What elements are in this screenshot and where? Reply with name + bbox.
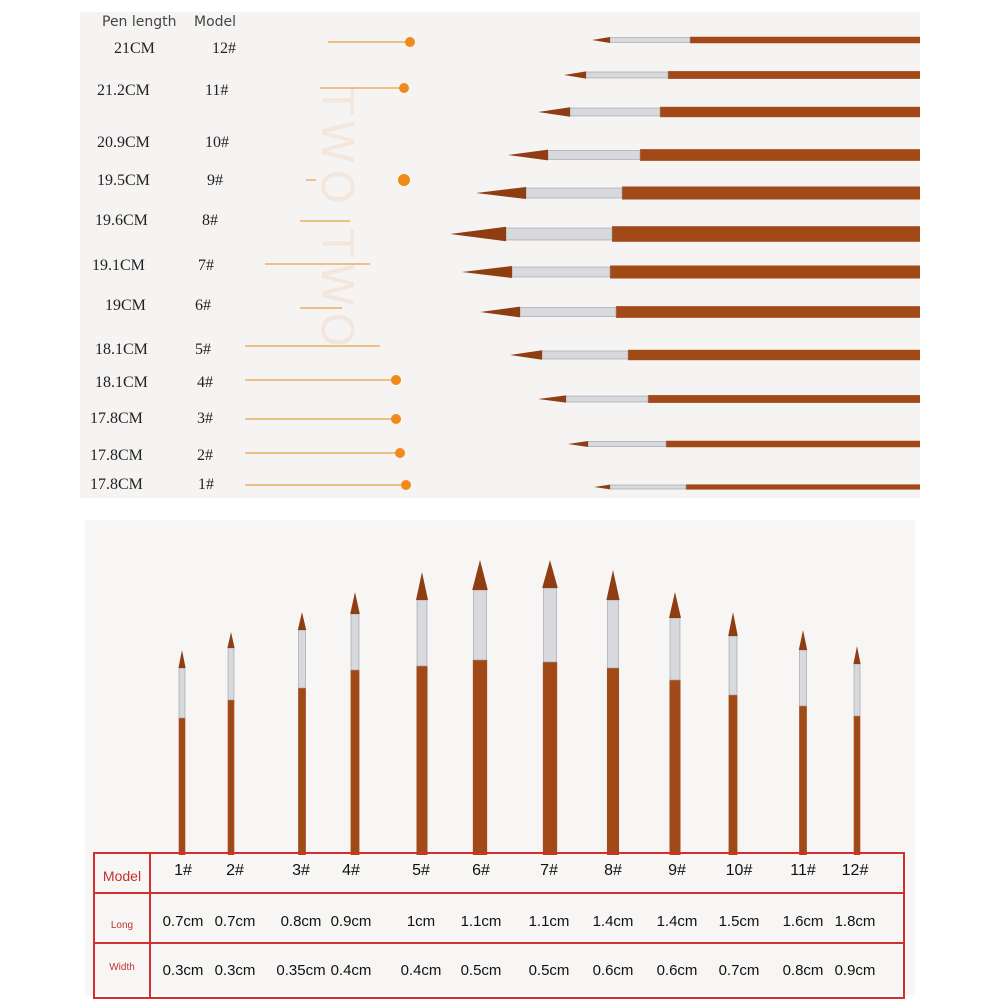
length-label-8: 19.6CM [95,212,148,229]
brush-handle [670,680,681,855]
table-divider [95,942,903,944]
table-cell-width: 0.9cm [834,962,876,979]
brush-handle [666,441,920,448]
brush-handle [298,688,306,855]
brush-ferrule [542,351,628,359]
brush-handle [660,107,920,117]
top-panel [80,12,920,498]
table-cell-long: 1.1cm [460,913,502,930]
length-label-9: 19.5CM [97,172,150,189]
brush-ferrule [544,588,557,662]
length-label-11: 21.2CM [97,82,150,99]
brush-handle [473,660,487,855]
table-cell-long: 1.1cm [528,913,570,930]
brush-bristles [450,227,506,241]
brush-handle [417,666,428,855]
table-cell-long: 0.9cm [330,913,372,930]
table-cell-long: 1.4cm [592,913,634,930]
brush-ferrule [506,228,612,240]
brush-ferrule [474,590,487,660]
brush-handle [351,670,360,855]
table-cell-model: 1# [174,862,192,879]
brush-bristles [298,612,306,630]
table-cell-long: 1.4cm [656,913,698,930]
table-cell-long: 1.5cm [718,913,760,930]
brush-handle [612,226,920,242]
brush-bristles [592,37,610,43]
brush-bristles [510,350,542,360]
model-label-3: 3# [197,410,213,427]
brush-ferrule [512,267,610,277]
brush-handle [690,37,920,44]
table-cell-model: 11# [790,862,816,879]
brush-bristles [564,71,586,78]
table-cell-model: 9# [668,862,686,879]
table-cell-width: 0.6cm [592,962,634,979]
brush-ferrule [570,108,660,116]
brush-handle [640,149,920,161]
brush-bristles [594,485,610,490]
table-cell-width: 0.5cm [528,962,570,979]
size-table [93,852,905,999]
table-cell-model: 10# [725,862,753,879]
brush-handle [622,187,920,200]
model-label-6: 6# [195,297,211,314]
brush-bristles [178,650,185,668]
brush-bristles [416,572,428,600]
brush-ferrule [608,600,619,668]
table-cell-width: 0.4cm [330,962,372,979]
length-label-3: 17.8CM [90,410,143,427]
horizontal-brushes-illustration [80,12,920,498]
brush-ferrule [179,668,185,718]
table-cell-model: 8# [604,862,622,879]
brush-handle [179,718,186,855]
brush-ferrule [588,442,666,447]
brush-handle [648,395,920,403]
model-label-11: 11# [205,82,229,99]
brush-ferrule [526,188,622,198]
length-guide-dot [401,480,411,490]
model-label-2: 2# [197,447,213,464]
brush-bristles [472,560,488,590]
brush-bristles [480,307,520,318]
brush-handle [228,700,235,855]
model-label-10: 10# [205,134,229,151]
brush-handle [610,266,920,279]
brush-bristles [476,187,526,199]
length-label-2: 17.8CM [90,447,143,464]
table-cell-model: 6# [472,862,490,879]
brush-bristles [799,630,807,650]
table-cell-width: 0.35cm [276,962,326,979]
length-guide-dot [395,448,405,458]
brush-bristles [508,150,548,161]
row-label-width: Width [109,962,135,973]
length-label-1: 17.8CM [90,476,143,493]
brush-bristles [350,592,360,614]
brush-bristles [227,632,234,648]
header-model: Model [194,14,237,30]
length-guide-dot [399,83,409,93]
header-pen-length: Pen length [102,14,177,30]
brush-ferrule [610,485,686,489]
model-label-5: 5# [195,341,211,358]
brush-handle [616,306,920,318]
table-cell-width: 0.3cm [162,962,204,979]
table-cell-model: 5# [412,862,430,879]
length-guide-dot [391,414,401,424]
table-cell-width: 0.6cm [656,962,698,979]
table-cell-width: 0.5cm [460,962,502,979]
brush-ferrule [729,636,737,695]
brush-ferrule [800,650,807,706]
brush-ferrule [228,648,234,700]
length-label-4: 18.1CM [95,374,148,391]
brush-ferrule [854,664,860,716]
brush-ferrule [299,630,306,688]
table-cell-width: 0.3cm [214,962,256,979]
table-cell-model: 4# [342,862,360,879]
model-label-8: 8# [202,212,218,229]
length-guide-dot [405,37,415,47]
table-divider [95,892,903,894]
model-label-4: 4# [197,374,213,391]
table-cell-width: 0.7cm [718,962,760,979]
model-label-1: 1# [198,476,214,493]
table-cell-model: 7# [540,862,558,879]
brush-ferrule [417,600,427,666]
table-cell-long: 0.7cm [162,913,204,930]
row-label-model: Model [102,868,142,884]
model-label-7: 7# [198,257,214,274]
length-label-10: 20.9CM [97,134,150,151]
length-guide-dot [398,174,410,186]
table-cell-long: 0.7cm [214,913,256,930]
table-cell-long: 1.8cm [834,913,876,930]
brush-bristles [853,646,860,664]
brush-bristles [538,395,566,402]
length-label-6: 19CM [105,297,146,314]
table-cell-width: 0.8cm [782,962,824,979]
model-label-12: 12# [212,40,236,57]
brush-handle [668,71,920,79]
brush-ferrule [548,151,640,160]
table-cell-model: 3# [292,862,310,879]
brush-handle [729,695,738,855]
length-label-5: 18.1CM [95,341,148,358]
brush-handle [543,662,557,855]
brush-handle [686,484,920,489]
brush-bristles [606,570,619,600]
brush-bristles [538,107,570,117]
brush-ferrule [610,38,690,43]
table-cell-width: 0.4cm [400,962,442,979]
length-label-7: 19.1CM [92,257,145,274]
brush-handle [628,350,920,360]
brush-ferrule [351,614,359,670]
brush-ferrule [566,396,648,402]
brush-bristles [542,560,558,588]
brush-bristles [568,441,588,447]
brush-handle [799,706,807,855]
brush-bristles [669,592,681,618]
brush-ferrule [520,308,616,317]
brush-bristles [462,266,512,278]
table-cell-long: 0.8cm [280,913,322,930]
length-label-12: 21CM [114,40,155,57]
row-label-long: Long [110,920,134,931]
table-cell-long: 1cm [406,913,436,930]
brush-handle [854,716,861,855]
brush-bristles [728,612,738,636]
table-cell-model: 12# [841,862,869,879]
brush-ferrule [586,72,668,78]
watermark: TWO TWO [311,87,362,354]
length-guide-dot [391,375,401,385]
table-cell-model: 2# [226,862,244,879]
table-cell-long: 1.6cm [782,913,824,930]
brush-handle [607,668,619,855]
model-label-9: 9# [207,172,223,189]
brush-ferrule [670,618,680,680]
